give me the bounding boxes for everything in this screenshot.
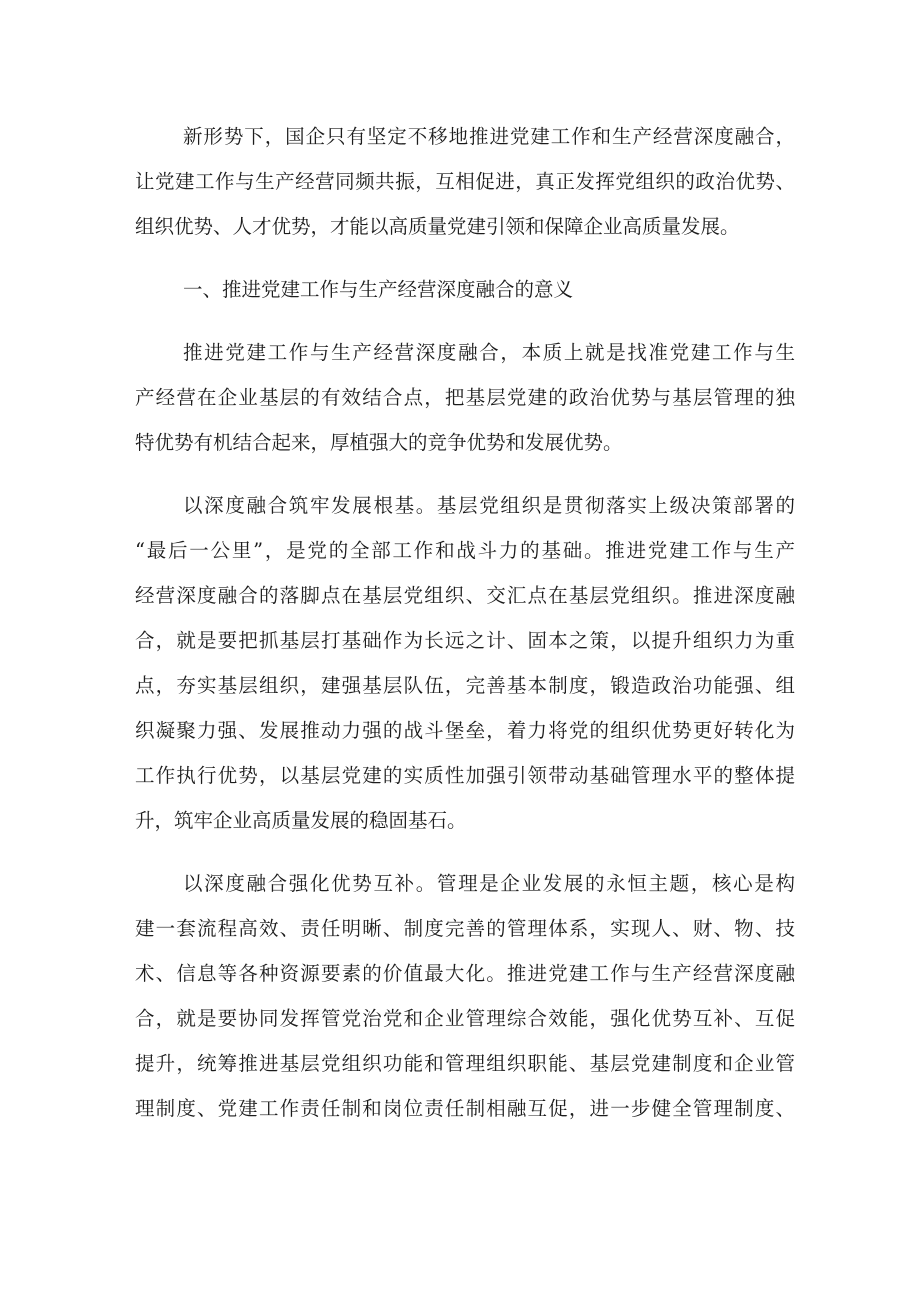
paragraph-line: 产经营在企业基层的有效结合点，把基层党建的政治优势与基层管理的独	[135, 386, 795, 409]
paragraph-line: 合，就是要把抓基层打基础作为长远之计、固本之策，以提升组织力为重	[135, 629, 795, 652]
paragraph-line: 以深度融合筑牢发展根基。基层党组织是贯彻落实上级决策部署的	[183, 494, 795, 517]
paragraph-line: 建一套流程高效、责任明晰、制度完善的管理体系，实现人、财、物、技	[135, 917, 795, 940]
paragraph-line: 理制度、党建工作责任制和岗位责任制相融互促，进一步健全管理制度、	[135, 1097, 795, 1120]
paragraph-line: 合，就是要协同发挥管党治党和企业管理综合效能，强化优势互补、互促	[135, 1007, 795, 1030]
paragraph-line: 工作执行优势，以基层党建的实质性加强引领带动基础管理水平的整体提	[135, 764, 795, 787]
paragraph-line: 提升，统筹推进基层党组织功能和管理组织职能、基层党建制度和企业管	[135, 1052, 795, 1075]
paragraph-line: 点，夯实基层组织，建强基层队伍，完善基本制度，锻造政治功能强、组	[135, 674, 795, 697]
paragraph-line: 经营深度融合的落脚点在基层党组织、交汇点在基层党组织。推进深度融	[135, 584, 795, 607]
paragraph-line: 升，筑牢企业高质量发展的稳固基石。	[135, 809, 467, 832]
paragraph-line: 以深度融合强化优势互补。管理是企业发展的永恒主题，核心是构	[183, 872, 795, 895]
paragraph-line: 术、信息等各种资源要素的价值最大化。推进党建工作与生产经营深度融	[135, 962, 795, 985]
heading-line: 一、推进党建工作与生产经营深度融合的意义	[183, 278, 574, 301]
paragraph-line: 推进党建工作与生产经营深度融合，本质上就是找准党建工作与生	[183, 341, 795, 364]
paragraph-line: 让党建工作与生产经营同频共振，互相促进，真正发挥党组织的政治优势、	[135, 170, 795, 193]
paragraph-line: “最后一公里”，是党的全部工作和战斗力的基础。推进党建工作与生产	[135, 539, 795, 562]
paragraph-line: 组织优势、人才优势，才能以高质量党建引领和保障企业高质量发展。	[135, 215, 740, 238]
paragraph-line: 织凝聚力强、发展推动力强的战斗堡垒，着力将党的组织优势更好转化为	[135, 719, 795, 742]
paragraph-line: 特优势有机结合起来，厚植强大的竞争优势和发展优势。	[135, 431, 623, 454]
paragraph-line: 新形势下，国企只有坚定不移地推进党建工作和生产经营深度融合，	[183, 125, 795, 148]
